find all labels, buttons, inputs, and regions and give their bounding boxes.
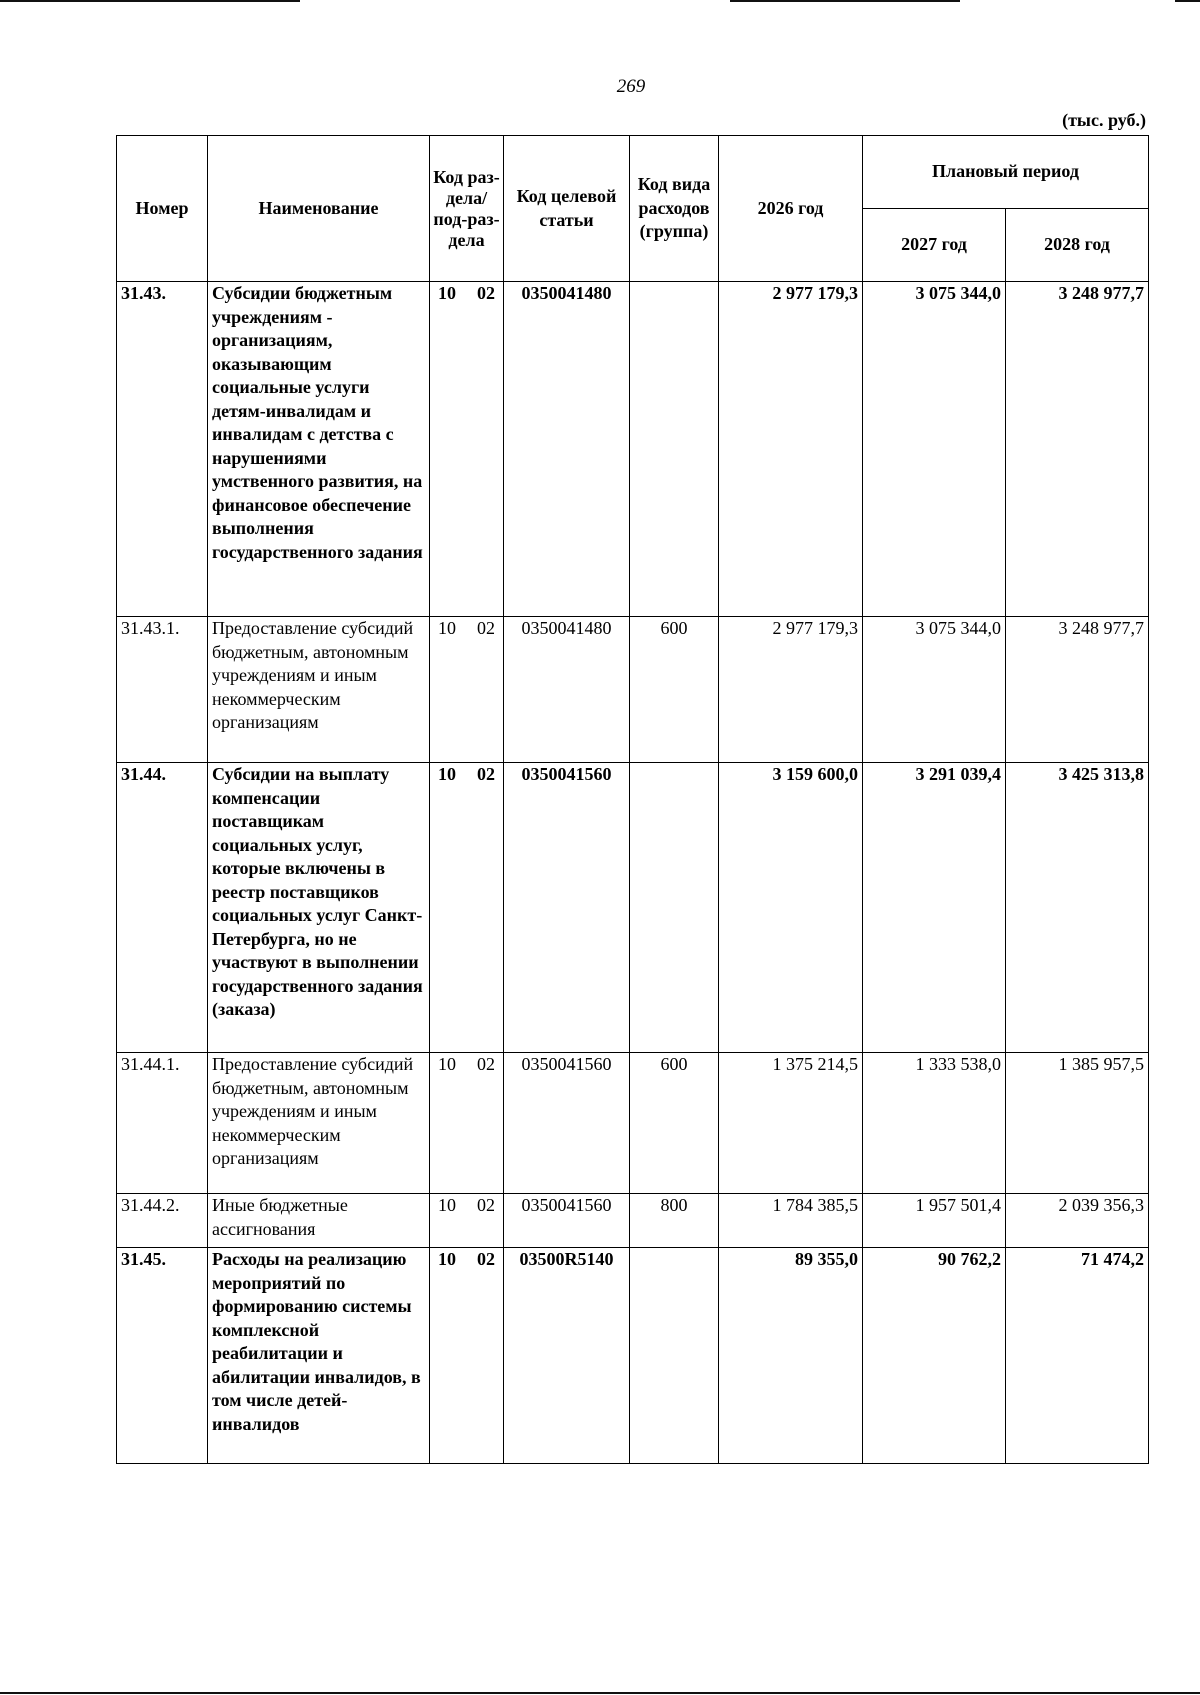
units-label: (тыс. руб.) (1062, 110, 1146, 130)
row-amount-2026: 89 355,0 (719, 1248, 863, 1464)
row-number: 31.45. (117, 1248, 208, 1464)
row-amount-2026: 3 159 600,0 (719, 763, 863, 1053)
row-amount-2028: 3 425 313,8 (1006, 763, 1149, 1053)
row-section-code: 10 (438, 764, 456, 784)
row-razdel (430, 282, 504, 617)
row-target-code: 0350041560 (504, 763, 630, 1053)
row-target-code: 0350041560 (504, 1194, 630, 1248)
row-target-code: 0350041480 (504, 617, 630, 763)
row-amount-2027: 3 075 344,0 (863, 617, 1006, 763)
row-number: 31.44.2. (117, 1194, 208, 1248)
row-name: Субсидии на выплату компенсации поставщикам социальных услуг, которые включены в реестр поставщиков социальных услуг Санкт-Петербурга, но не участвуют в выполнении государственного задания (заказа) (208, 763, 430, 1053)
row-razdel (430, 1053, 504, 1194)
row-amount-2026: 1 784 385,5 (719, 1194, 863, 1248)
scan-edge-line (1175, 0, 1200, 2)
row-expense-type (630, 763, 719, 1053)
header-razdel: Код раз-дела/ под-раз-дела (430, 136, 504, 282)
page-number: 269 (616, 76, 646, 97)
table-row (117, 1248, 1149, 1464)
row-number: 31.44. (117, 763, 208, 1053)
row-razdel (430, 763, 504, 1053)
table-row (117, 282, 1149, 617)
row-amount-2026: 2 977 179,3 (719, 617, 863, 763)
table-row (117, 1053, 1149, 1194)
row-amount-2027: 3 075 344,0 (863, 282, 1006, 617)
row-amount-2027: 1 333 538,0 (863, 1053, 1006, 1194)
row-amount-2026: 1 375 214,5 (719, 1053, 863, 1194)
scan-edge-line (0, 1692, 1200, 1694)
row-name: Субсидии бюджетным учреждениям - организациям, оказывающим социальные услуги детям-инвалидам и инвалидам с детства с нарушениями умственного развития, на финансовое обеспечение выполнения государственного задания (208, 282, 430, 617)
row-amount-2028: 2 039 356,3 (1006, 1194, 1149, 1248)
row-subsection-code: 02 (477, 1195, 495, 1215)
row-amount-2028: 71 474,2 (1006, 1248, 1149, 1464)
row-section-code: 10 (438, 618, 456, 638)
row-expense-type: 800 (630, 1194, 719, 1248)
row-section-code: 10 (438, 283, 456, 303)
scan-edge-line (730, 0, 960, 2)
row-name: Иные бюджетные ассигнования (208, 1194, 430, 1248)
row-number: 31.43.1. (117, 617, 208, 763)
header-number: Номер (117, 136, 208, 282)
row-section-code: 10 (438, 1249, 456, 1269)
row-subsection-code: 02 (477, 618, 495, 638)
row-name: Предоставление субсидий бюджетным, автономным учреждениям и иным некоммерческим организациям (208, 617, 430, 763)
row-amount-2027: 90 762,2 (863, 1248, 1006, 1464)
header-name: Наименование (208, 136, 430, 282)
table-row (117, 763, 1149, 1053)
row-number: 31.44.1. (117, 1053, 208, 1194)
row-expense-type (630, 282, 719, 617)
row-razdel (430, 617, 504, 763)
budget-table (116, 135, 1149, 1464)
row-section-code: 10 (438, 1195, 456, 1215)
row-subsection-code: 02 (477, 1054, 495, 1074)
row-expense-type: 600 (630, 617, 719, 763)
row-expense-type (630, 1248, 719, 1464)
header-planned-period: Плановый период (863, 136, 1149, 209)
row-target-code: 0350041560 (504, 1053, 630, 1194)
table-row (117, 1194, 1149, 1248)
header-expense-type: Код вида расходов (группа) (630, 136, 719, 282)
row-subsection-code: 02 (477, 764, 495, 784)
header-year-2027: 2027 год (863, 209, 1006, 282)
row-name: Предоставление субсидий бюджетным, автономным учреждениям и иным некоммерческим организациям (208, 1053, 430, 1194)
table-header (117, 136, 1149, 282)
row-expense-type: 600 (630, 1053, 719, 1194)
row-razdel (430, 1194, 504, 1248)
row-razdel (430, 1248, 504, 1464)
table-row (117, 617, 1149, 763)
row-subsection-code: 02 (477, 283, 495, 303)
row-number: 31.43. (117, 282, 208, 617)
row-amount-2028: 1 385 957,5 (1006, 1053, 1149, 1194)
row-subsection-code: 02 (477, 1249, 495, 1269)
row-target-code: 0350041480 (504, 282, 630, 617)
row-name: Расходы на реализацию мероприятий по формированию системы комплексной реабилитации и абилитации инвалидов, в том числе детей-инвалидов (208, 1248, 430, 1464)
header-year-2028: 2028 год (1006, 209, 1149, 282)
row-section-code: 10 (438, 1054, 456, 1074)
row-target-code: 03500R5140 (504, 1248, 630, 1464)
row-amount-2028: 3 248 977,7 (1006, 617, 1149, 763)
scan-edge-line (0, 0, 300, 2)
row-amount-2027: 1 957 501,4 (863, 1194, 1006, 1248)
table-body (117, 282, 1149, 1464)
header-target-code: Код целевой статьи (504, 136, 630, 282)
row-amount-2027: 3 291 039,4 (863, 763, 1006, 1053)
header-year-2026: 2026 год (719, 136, 863, 282)
row-amount-2026: 2 977 179,3 (719, 282, 863, 617)
row-amount-2028: 3 248 977,7 (1006, 282, 1149, 617)
